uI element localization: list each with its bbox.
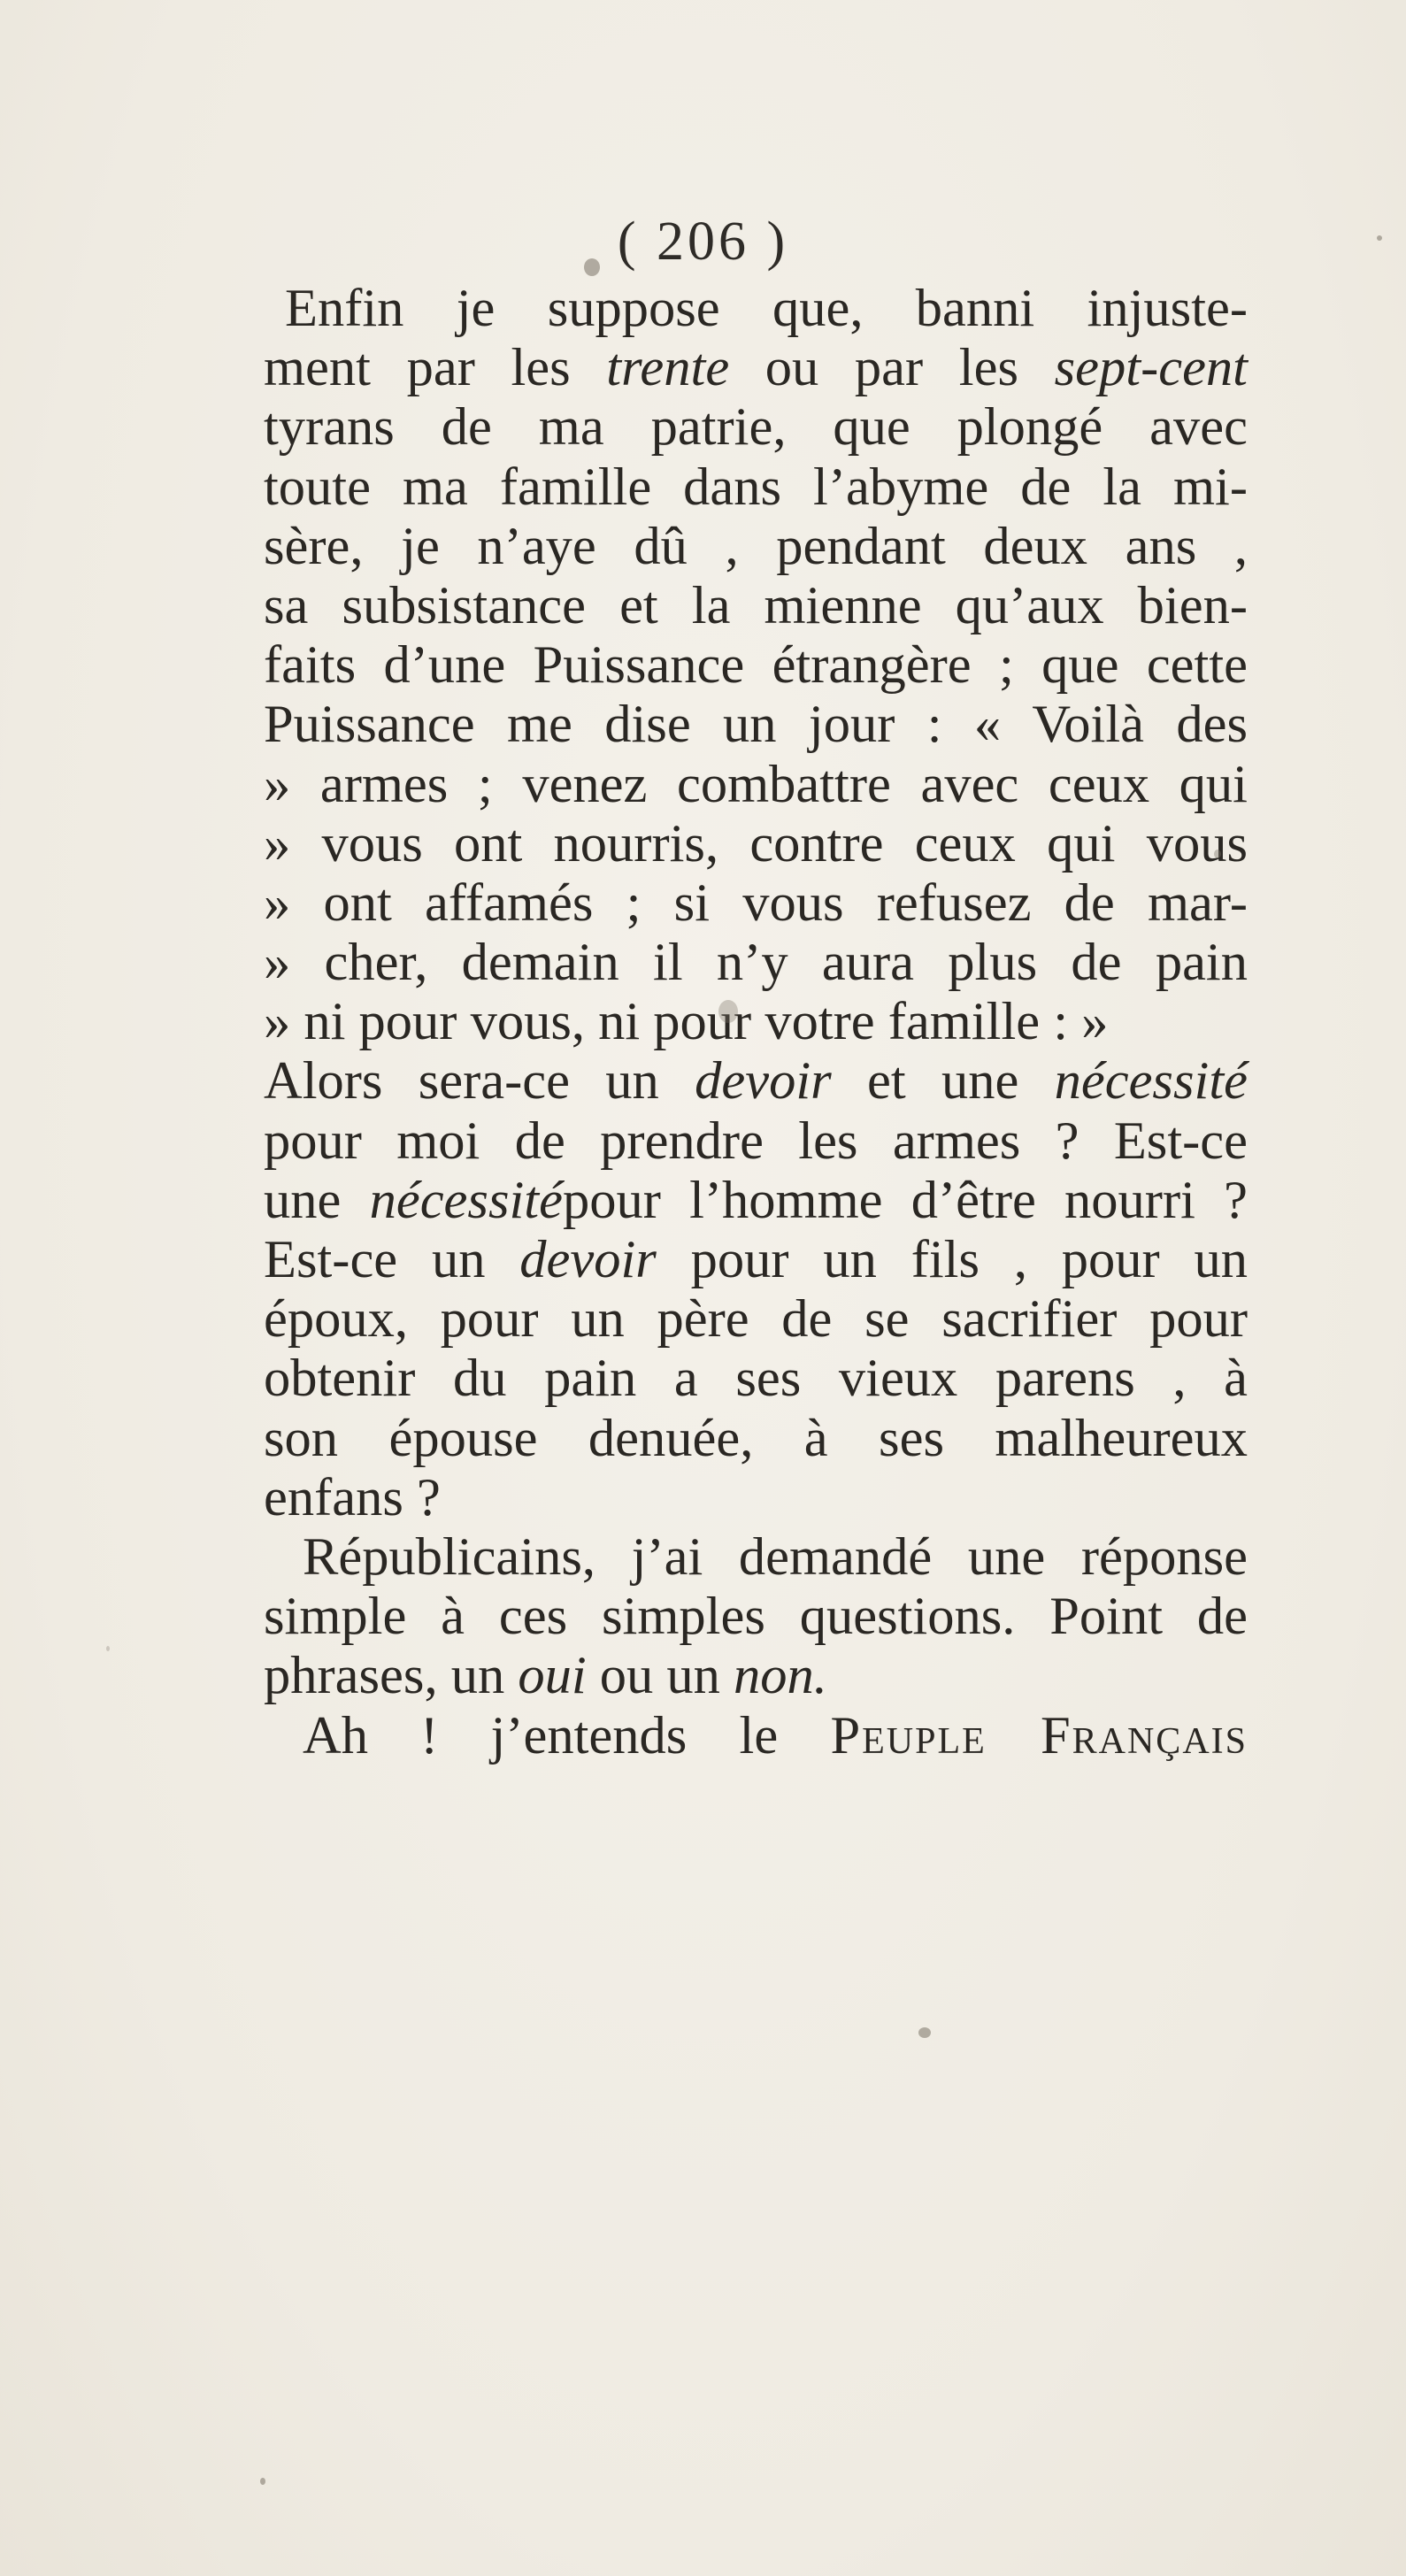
text-segment: Est-ce un (264, 1230, 520, 1289)
italic-text: nécessité (369, 1170, 563, 1230)
text-line (264, 1111, 1248, 1171)
text-segment: époux, pour un père de se sacrifier pour (264, 1289, 1248, 1350)
text-segment: toute ma famille dans l’abyme de la mi- (264, 457, 1248, 517)
text-segment: Puissance me dise un jour : « Voilà des (264, 695, 1248, 755)
italic-text: devoir (519, 1230, 657, 1289)
italic-text: devoir (695, 1051, 832, 1111)
text-line (264, 992, 1248, 1051)
text-segment: et une (831, 1051, 1055, 1111)
text-line (264, 755, 1248, 814)
paper-speck (584, 258, 600, 276)
text-segment: sère, je n’aye dû , pendant deux ans , (264, 516, 1248, 576)
text-line (264, 1587, 1248, 1646)
text-line (264, 1349, 1248, 1408)
text-line (264, 814, 1248, 873)
italic-text: nécessité (1054, 1051, 1248, 1111)
text-segment: ment par les (264, 338, 607, 398)
text-segment: tyrans de ma patrie, que plongé avec (264, 397, 1248, 458)
text-line (264, 338, 1248, 397)
text-line (264, 1289, 1248, 1349)
paper-speck (1377, 235, 1382, 241)
text-segment: Alors sera-ce un (264, 1051, 695, 1111)
text-segment: une (264, 1170, 370, 1230)
body-text (264, 279, 1248, 1765)
text-segment: » ont affamés ; si vous refusez de mar- (264, 873, 1248, 933)
text-line (264, 1706, 1248, 1765)
text-line (264, 1468, 1248, 1527)
text-segment: Ah ! j’entends le (303, 1705, 831, 1765)
text-segment: son épouse denuée, à ses malheureux (264, 1408, 1248, 1468)
text-line (264, 397, 1248, 457)
paper-speck (1214, 850, 1221, 858)
text-line (264, 576, 1248, 635)
page-number: ( 206 ) (617, 211, 789, 272)
text-line (264, 1171, 1248, 1230)
italic-text: non. (734, 1646, 827, 1706)
text-line (264, 279, 1248, 338)
small-caps-text: Peuple Français (830, 1705, 1248, 1765)
italic-text: sept-cent (1054, 338, 1248, 398)
text-line (264, 1051, 1248, 1111)
text-line (264, 517, 1248, 576)
paper-speck (718, 1000, 738, 1023)
paper-speck (918, 2027, 931, 2038)
text-segment: » cher, demain il n’y aura plus de pain (264, 933, 1248, 993)
text-segment: pour moi de prendre les armes ? Est-ce (264, 1111, 1248, 1171)
text-line (264, 873, 1248, 933)
text-segment: simple à ces simples questions. Point de (264, 1587, 1248, 1647)
text-segment: enfans ? (264, 1467, 441, 1527)
text-segment: ou un (586, 1646, 734, 1706)
text-segment: » vous ont nourris, contre ceux qui vous (264, 813, 1248, 873)
text-segment: faits d’une Puissance étrangère ; que cette (264, 635, 1248, 696)
text-segment: sa subsistance et la mienne qu’aux bien- (264, 575, 1248, 635)
text-line (264, 1527, 1248, 1587)
text-segment: obtenir du pain a ses vieux parens , à (264, 1349, 1248, 1409)
paper-speck (106, 1646, 110, 1651)
paper-speck (260, 2478, 265, 2485)
text-segment: ou par les (729, 338, 1055, 398)
italic-text: oui (518, 1646, 587, 1706)
text-segment: Républicains, j’ai demandé une réponse (303, 1526, 1248, 1587)
text-line (264, 635, 1248, 695)
text-segment: » ni pour vous, ni pour votre famille : » (264, 992, 1109, 1052)
italic-text: trente (606, 338, 730, 398)
text-segment: phrases, un (264, 1646, 519, 1706)
text-line (264, 458, 1248, 517)
text-segment: pour un fils , pour un (656, 1230, 1248, 1289)
text-line (264, 933, 1248, 992)
text-line (264, 1230, 1248, 1289)
text-line (264, 1409, 1248, 1468)
text-segment: Enfin je suppose que, banni injuste- (285, 279, 1248, 338)
text-line (264, 1646, 1248, 1705)
text-segment: » armes ; venez combattre avec ceux qui (264, 754, 1248, 814)
text-segment: pour l’homme d’être nourri ? (562, 1170, 1248, 1230)
text-line (264, 695, 1248, 754)
